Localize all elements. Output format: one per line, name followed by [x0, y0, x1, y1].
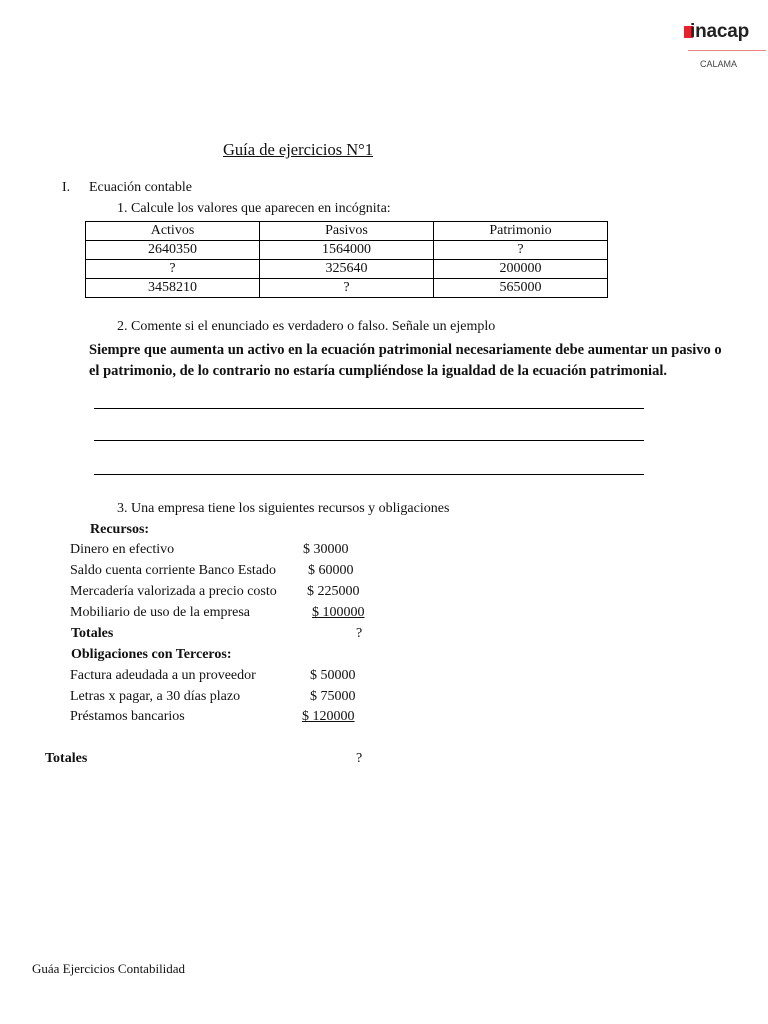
recurso-label: Saldo cuenta corriente Banco Estado — [70, 563, 277, 578]
recursos-title: Recursos: — [90, 522, 150, 537]
recurso-label: Dinero en efectivo — [70, 542, 175, 557]
section-label: Ecuación contable — [89, 180, 193, 195]
table-cell: ? — [434, 241, 608, 260]
table-cell: ? — [86, 260, 260, 279]
page-title: Guía de ejercicios N°1 — [223, 140, 373, 159]
question-3-text: 3. Una empresa tiene los siguientes recursos y obligaciones — [117, 501, 450, 516]
incognita-table — [85, 221, 608, 298]
section-numeral: I. — [62, 180, 71, 195]
header-patrimonio: Patrimonio — [434, 222, 608, 241]
table-row — [86, 260, 608, 279]
table-cell: 3458210 — [86, 279, 260, 298]
table-row — [86, 241, 608, 260]
table-cell: 200000 — [434, 260, 608, 279]
obligacion-label: Factura adeudada a un proveedor — [70, 668, 256, 683]
question-2-statement: Siempre que aumenta un activo en la ecuación patrimonial necesariamente debe aumentar un pasivo o el patrimonio, de lo contrario no estaría cumpliéndose la igualdad de la ecuación patrimonial. — [89, 342, 722, 379]
table-cell: 565000 — [434, 279, 608, 298]
table-cell: 2640350 — [86, 241, 260, 260]
obligacion-label: Préstamos bancarios — [70, 709, 185, 724]
recurso-amount: $ 100000 — [312, 605, 365, 620]
recurso-label: Mobiliario de uso de la empresa — [70, 605, 251, 620]
answer-line — [94, 474, 644, 475]
logo-city: CALAMA — [700, 59, 738, 69]
answer-line — [94, 440, 644, 441]
obligaciones-total-label: Totales — [45, 751, 88, 766]
question-1-text: 1. Calcule los valores que aparecen en incógnita: — [117, 201, 391, 216]
recurso-label: Mercadería valorizada a precio costo — [70, 584, 277, 599]
header-activos: Activos — [86, 222, 260, 241]
table-cell: 325640 — [260, 260, 434, 279]
obligacion-amount: $ 120000 — [302, 709, 355, 724]
recursos-total-value: ? — [356, 626, 363, 641]
table-cell: 1564000 — [260, 241, 434, 260]
answer-line — [94, 408, 644, 409]
logo-divider — [688, 50, 766, 51]
table-header-row — [86, 222, 608, 241]
recurso-amount: $ 60000 — [308, 563, 354, 578]
recursos-total-label: Totales — [71, 626, 114, 641]
table-row — [86, 279, 608, 298]
header-pasivos: Pasivos — [260, 222, 434, 241]
recurso-amount: $ 225000 — [307, 584, 360, 599]
page-footer: Guáa Ejercicios Contabilidad — [32, 961, 186, 976]
recurso-amount: $ 30000 — [303, 542, 349, 557]
obligacion-amount: $ 75000 — [310, 689, 356, 704]
obligaciones-title: Obligaciones con Terceros: — [71, 647, 232, 662]
question-2-text: 2. Comente si el enunciado es verdadero o falso. Señale un ejemplo — [117, 319, 496, 334]
obligacion-amount: $ 50000 — [310, 668, 356, 683]
obligacion-label: Letras x pagar, a 30 días plazo — [70, 689, 241, 704]
obligaciones-total-value: ? — [356, 751, 363, 766]
table-cell: ? — [260, 279, 434, 298]
logo-text: inacap — [690, 21, 749, 42]
